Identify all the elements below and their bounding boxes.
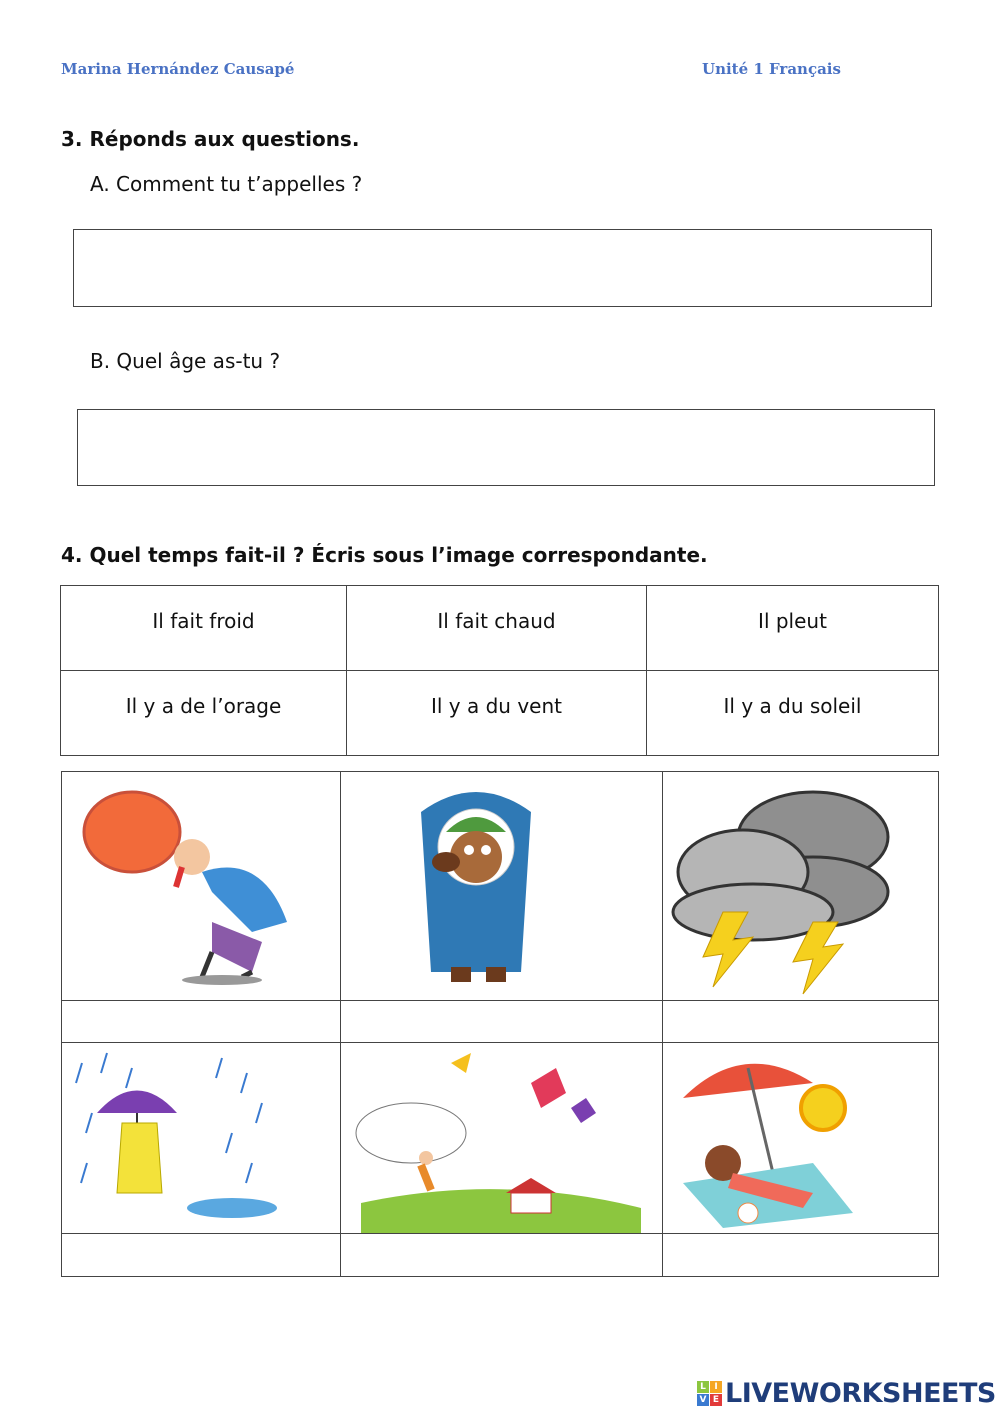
storm-clouds-image <box>662 771 939 1001</box>
image-grid <box>61 771 939 1277</box>
answer-input-4[interactable] <box>61 1233 341 1277</box>
word-bank-item: Il y a du soleil <box>647 671 939 756</box>
word-bank-item: Il fait froid <box>61 586 347 671</box>
word-bank-item: Il pleut <box>647 586 939 671</box>
answer-input-1[interactable] <box>61 1000 341 1043</box>
author-name: Marina Hernández Causapé <box>61 60 295 78</box>
question-a: A. Comment tu t’appelles ? <box>90 172 363 196</box>
answer-input-5[interactable] <box>340 1233 663 1277</box>
answer-input-2[interactable] <box>340 1000 663 1043</box>
rain-umbrella-image <box>61 1042 341 1234</box>
hot-person-image <box>61 771 341 1001</box>
answer-input-3[interactable] <box>662 1000 939 1043</box>
question-b: B. Quel âge as-tu ? <box>90 349 281 373</box>
cold-dog-image <box>340 771 663 1001</box>
word-bank-item: Il y a du vent <box>347 671 647 756</box>
logo-text: LIVEWORKSHEETS <box>725 1378 996 1409</box>
answer-b-input[interactable] <box>77 409 935 486</box>
section-3-title: 3. Réponds aux questions. <box>61 127 360 151</box>
answer-a-input[interactable] <box>73 229 932 307</box>
word-bank-item: Il y a de l’orage <box>61 671 347 756</box>
unit-title: Unité 1 Français <box>702 60 841 78</box>
windy-kites-image <box>340 1042 663 1234</box>
section-4-title: 4. Quel temps fait-il ? Écris sous l’image correspondante. <box>61 543 708 567</box>
answer-input-6[interactable] <box>662 1233 939 1277</box>
logo-icon: L I V E <box>697 1381 722 1406</box>
liveworksheets-logo <box>697 1378 996 1409</box>
word-bank-table <box>60 585 939 756</box>
word-bank-item: Il fait chaud <box>347 586 647 671</box>
sunny-beach-image <box>662 1042 939 1234</box>
